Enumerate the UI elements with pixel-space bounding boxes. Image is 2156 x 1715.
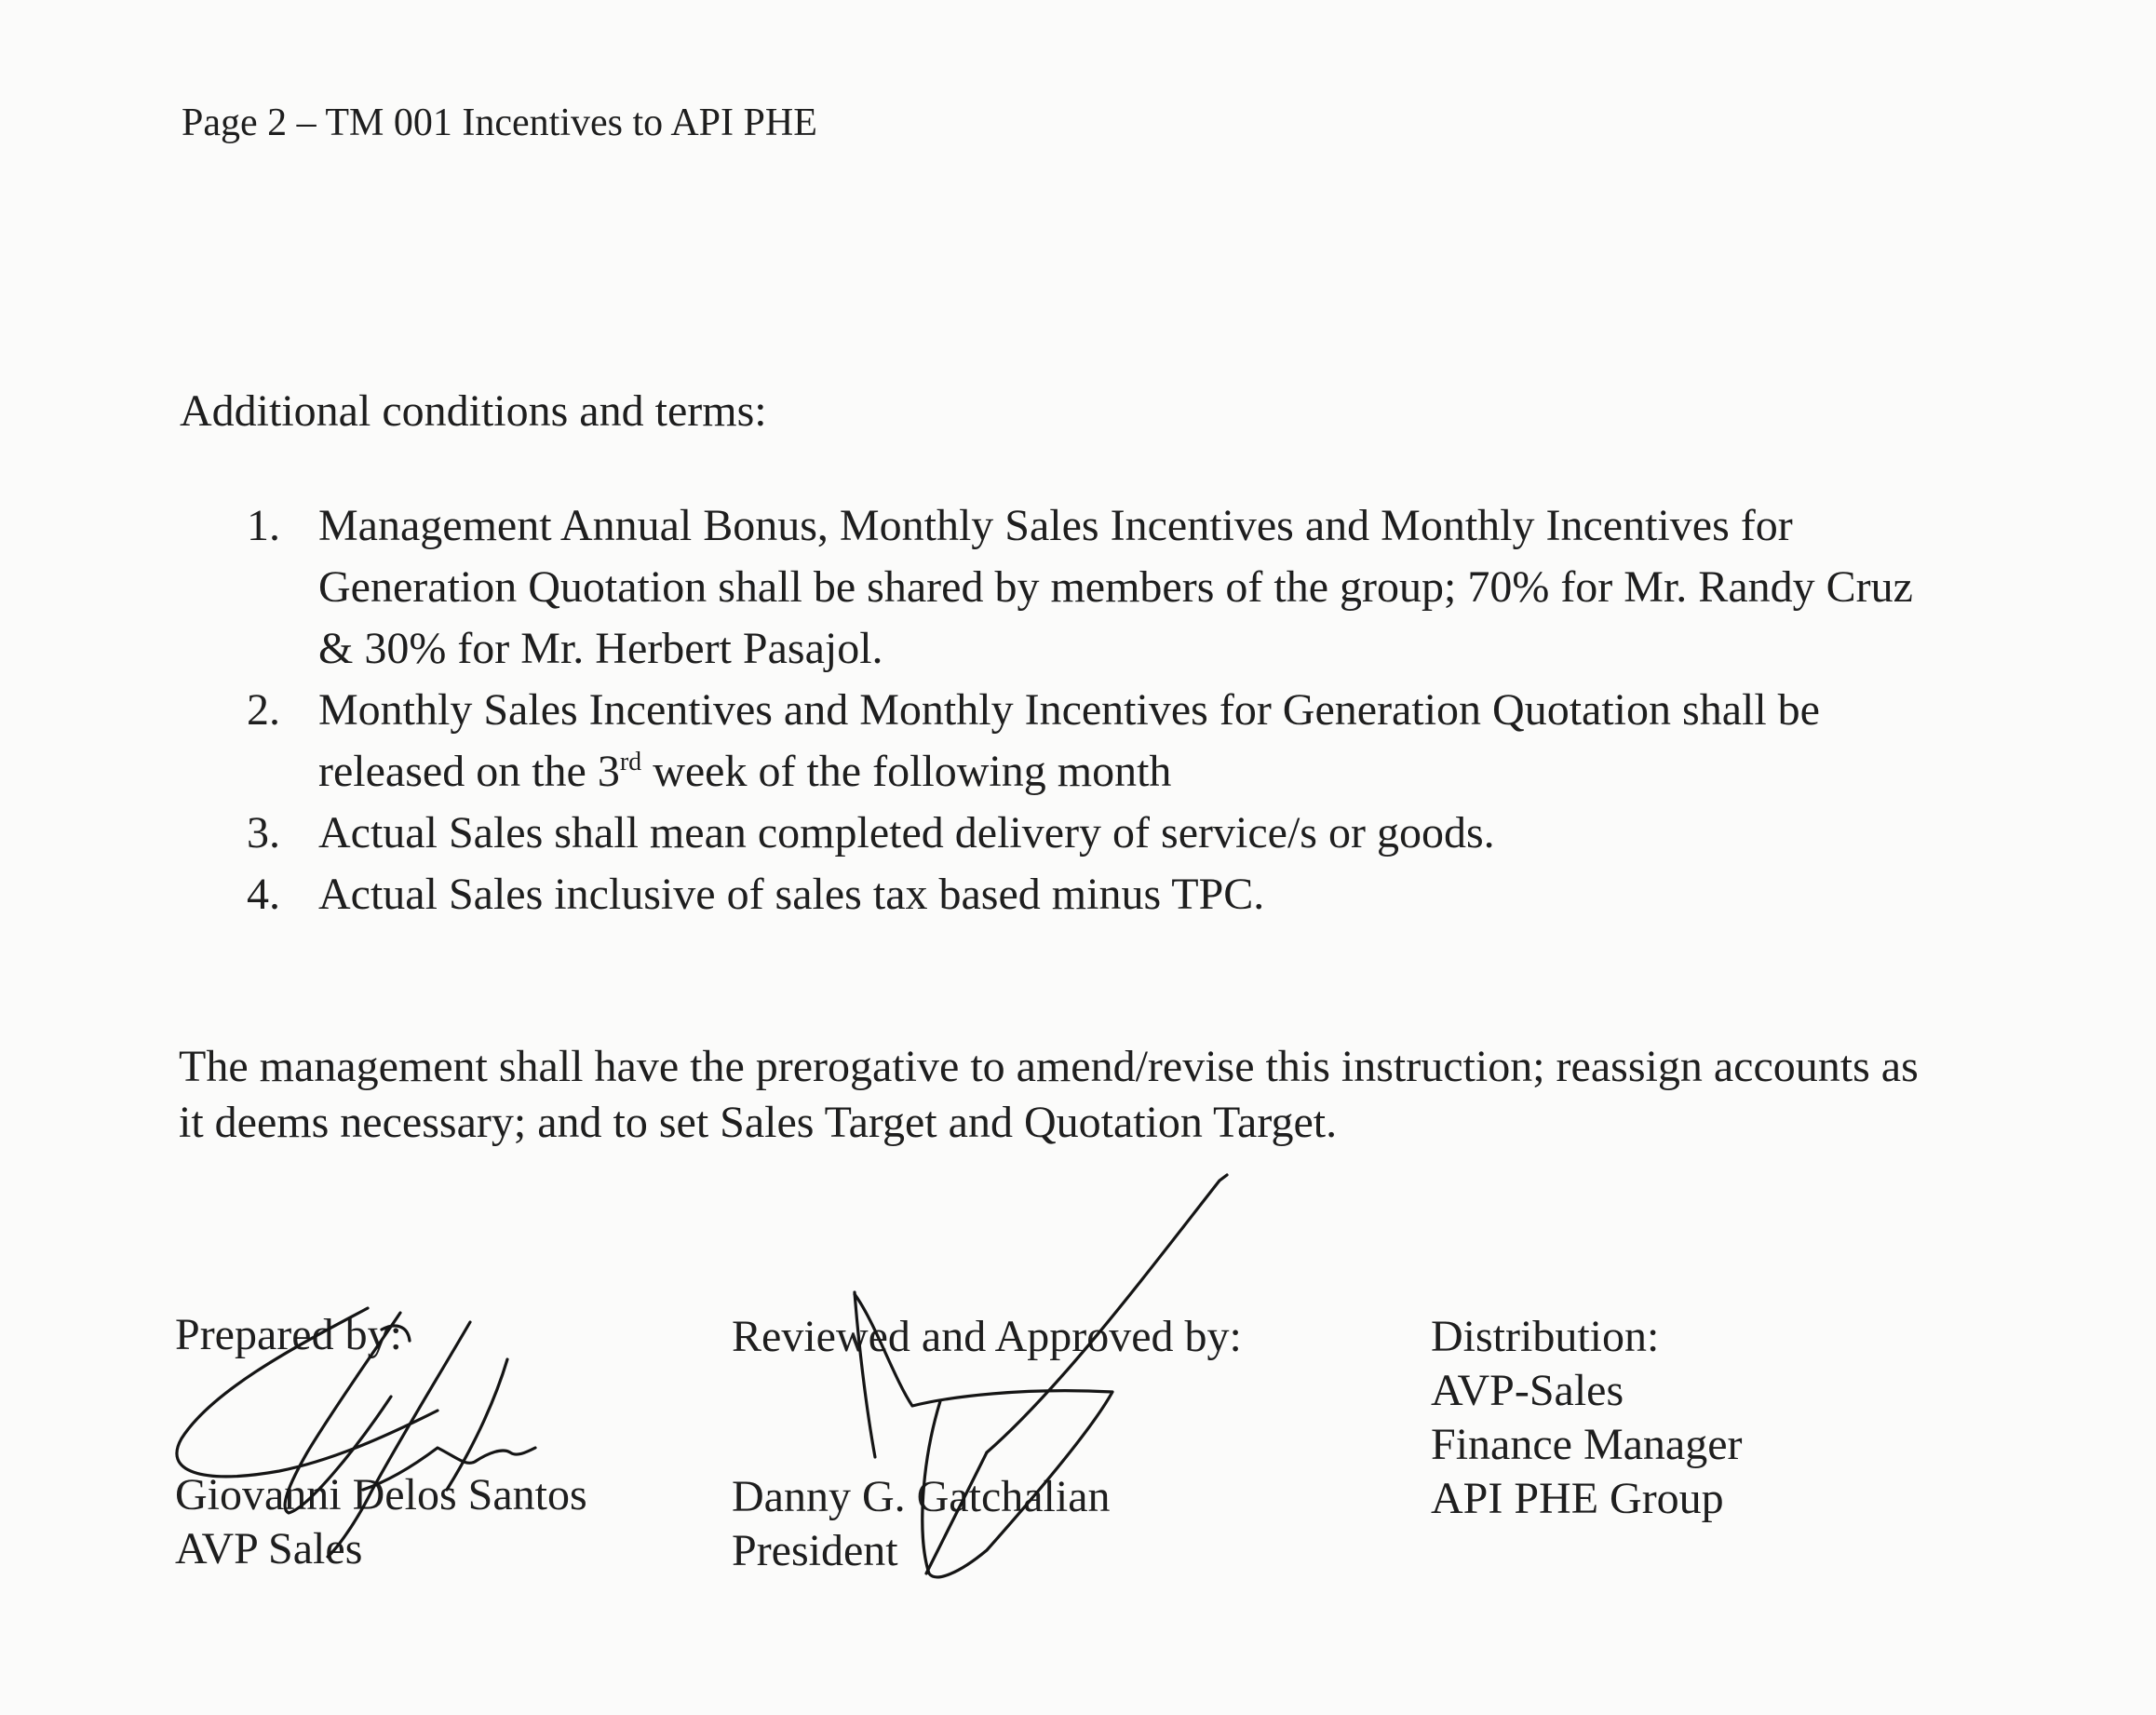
reviewer-title: President	[732, 1526, 898, 1575]
distribution-item: AVP-Sales	[1431, 1366, 1624, 1415]
closing-paragraph	[179, 1039, 2003, 1151]
condition-number: 1.	[247, 501, 280, 550]
distribution-label: Distribution:	[1431, 1312, 1660, 1361]
preparer-name: Giovanni Delos Santos	[175, 1470, 587, 1519]
condition-line: Actual Sales shall mean completed delivery of service/s or goods.	[318, 808, 1495, 858]
condition-text: week of the following month	[641, 747, 1172, 796]
condition-number: 3.	[247, 808, 280, 858]
reviewed-by-block	[732, 1310, 1242, 1578]
closing-line: The management shall have the prerogative to amend/revise this instruction; reassign accounts as	[179, 1042, 1919, 1091]
condition-line: Actual Sales inclusive of sales tax based minus TPC.	[318, 870, 1265, 919]
reviewed-by-label: Reviewed and Approved by:	[732, 1312, 1242, 1361]
condition-line: Monthly Sales Incentives and Monthly Incentives for Generation Quotation shall be	[318, 685, 1820, 735]
distribution-block	[1431, 1310, 1743, 1526]
condition-line: Management Annual Bonus, Monthly Sales Incentives and Monthly Incentives for	[318, 501, 1793, 550]
ordinal-suffix: rd	[619, 748, 642, 776]
preparer-title: AVP Sales	[175, 1524, 363, 1573]
condition-line: & 30% for Mr. Herbert Pasajol.	[318, 624, 883, 673]
prepared-by-label: Prepared by:	[175, 1310, 402, 1359]
conditions-list	[247, 495, 2015, 925]
conditions-heading: Additional conditions and terms:	[180, 386, 767, 436]
condition-line	[318, 741, 2015, 803]
condition-item-1	[247, 495, 2015, 680]
distribution-item: Finance Manager	[1431, 1420, 1743, 1469]
condition-item-2	[247, 680, 2015, 803]
distribution-item: API PHE Group	[1431, 1474, 1724, 1523]
condition-number: 2.	[247, 685, 280, 735]
prepared-by-block	[175, 1308, 587, 1576]
condition-number: 4.	[247, 870, 280, 919]
page-header: Page 2 – TM 001 Incentives to API PHE	[182, 101, 817, 144]
condition-item-4	[247, 864, 2015, 925]
reviewer-name: Danny G. Gatchalian	[732, 1472, 1111, 1521]
closing-line: it deems necessary; and to set Sales Target and Quotation Target.	[179, 1098, 1338, 1147]
condition-text: released on the 3	[318, 747, 620, 796]
condition-line: Generation Quotation shall be shared by members of the group; 70% for Mr. Randy Cruz	[318, 562, 1913, 612]
condition-item-3	[247, 803, 2015, 864]
